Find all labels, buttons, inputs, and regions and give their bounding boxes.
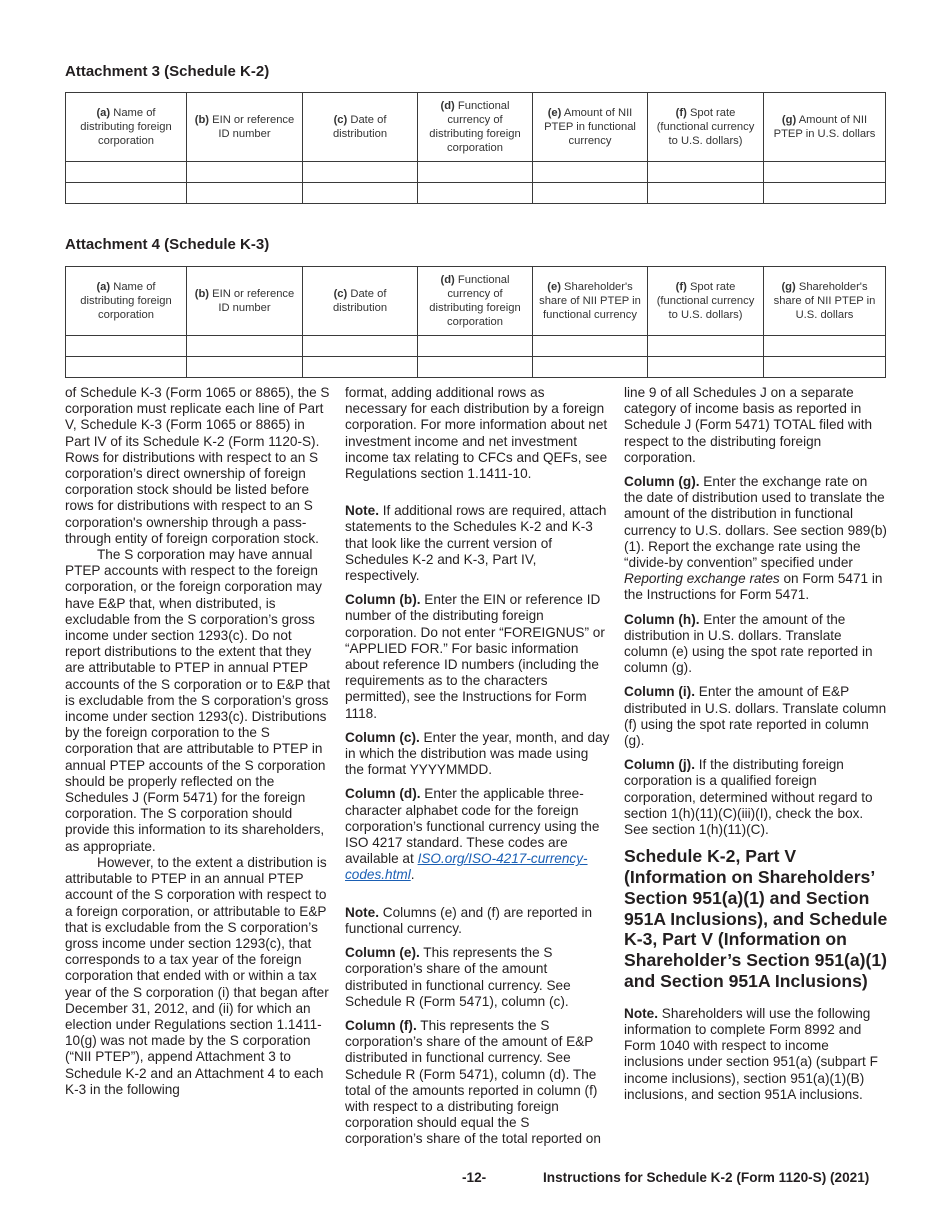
table-cell: [418, 183, 533, 204]
table-cell: [66, 336, 187, 357]
table-cell: [533, 336, 648, 357]
column-header-g: (g) Amount of NII PTEP in U.S. dollars: [764, 93, 886, 162]
paragraph: The S corporation may have annual PTEP accounts with respect to the foreign corporation, or the foreign corporation may have E&P that, when distributed, is excludable from the S corporation’s gross income under section 1293(c). Do not report distributions to the extent that they are attributable to PTEP in annual PTEP accounts of the S corporation or to E&P that is excludable from the S corporation’s gross income under section 1293(c). Distributions by the foreign corporation to the S corporation that are attributable to PTEP in annual PTEP accounts of the S corporation should be properly reflected on the Schedules J (Form 5471) for the foreign corporation. The S corporation should provide this information to its shareholders, as appropriate.: [65, 547, 330, 854]
table-cell: [648, 336, 764, 357]
paragraph: However, to the extent a distribution is attributable to PTEP in an annual PTEP account of the S corporation with respect to a foreign corporation, or attributable to E&P that is excludable from the S corporation’s gross income under section 1293(c), that corresponds to a tax year of the foreign corporation that ended with or within a tax year of the S corporation (i) that began after December 31, 2012, and (ii) for which an election under Regulations section 1.1411-10(g) was not made by the S corporation (“NII PTEP”), append Attachment 3 to Schedule K-2 and an Attachment 4 to each K-3 in the following: [65, 854, 329, 1097]
column-header-d: (d) Functional currency of distributing foreign corporation: [418, 267, 533, 336]
table-cell: [187, 183, 303, 204]
column-header-a: (a) Name of distributing foreign corporation: [66, 267, 187, 336]
column-header-d: (d) Functional currency of distributing foreign corporation: [418, 93, 533, 162]
text-column-2: [345, 385, 610, 1156]
attachment-4-table: [65, 266, 886, 378]
table-cell: [764, 357, 886, 378]
column-f-paragraph: Column (f). This represents the S corporation’s share of the amount of E&P distributed in functional currency. See Schedule R (Form 5471), column (d). The total of the amounts reported in column (f) with respect to a distributing foreign corporation should equal the S corporation’s share of the total reported on: [345, 1017, 601, 1147]
column-header-f: (f) Spot rate (functional currency to U.S. dollars): [648, 93, 764, 162]
table-cell: [533, 357, 648, 378]
note-paragraph: Note. If additional rows are required, attach statements to the Schedules K-2 and K-3 that look like the current version of Schedules K-2 and K-3, Part IV, respectively.: [345, 503, 607, 584]
column-header-e: (e) Shareholder's share of NII PTEP in functional currency: [533, 267, 648, 336]
column-header-c: (c) Date of distribution: [303, 267, 418, 336]
table-cell: [303, 357, 418, 378]
table-row: [66, 336, 886, 357]
text-column-1: [65, 385, 330, 1098]
table-row: [66, 162, 886, 183]
table-cell: [187, 336, 303, 357]
section-heading: Schedule K-2, Part V (Information on Shareholders’ Section 951(a)(1) and Section 951A Inclusions), and Schedule K-3, Part V (Information on Shareholder’s Section 951(a)(1) and Section 951A Inclusions): [624, 846, 888, 992]
table-cell: [303, 336, 418, 357]
table-cell: [418, 357, 533, 378]
column-e-paragraph: Column (e). This represents the S corporation’s share of the amount distributed in functional currency. See Schedule R (Form 5471), column (c).: [345, 945, 571, 1009]
table-cell: [66, 162, 187, 183]
table-cell: [66, 183, 187, 204]
table-cell: [66, 357, 187, 378]
paragraph: line 9 of all Schedules J on a separate category of income basis as reported in Schedule J (Form 5471) TOTAL filed with respect to the distributing foreign corporation.: [624, 385, 873, 465]
table-cell: [648, 357, 764, 378]
iso-currency-codes-link[interactable]: ISO.org/ISO-4217-currency-codes.html: [345, 851, 588, 883]
column-header-e: (e) Amount of NII PTEP in functional currency: [533, 93, 648, 162]
table-cell: [303, 162, 418, 183]
table-header-row: [66, 267, 886, 336]
column-h-paragraph: Column (h). Enter the amount of the distribution in U.S. dollars. Translate column (e) using the spot rate reported in column (g).: [624, 611, 873, 676]
paragraph: format, adding additional rows as necessary for each distribution by a foreign corporation. For more information about net investment income and net investment income tax relating to CFCs and QEFs, see Regulations section 1.1411-10.: [345, 385, 608, 482]
table-cell: [533, 162, 648, 183]
note-paragraph: Note. Shareholders will use the following information to complete Form 8992 and Form 1040 with respect to income inclusions under section 951(a) (subpart F income inclusions), section 951(a)(1)(B) inclusions, and section 951A inclusions.: [624, 1005, 878, 1102]
column-header-f: (f) Spot rate (functional currency to U.S. dollars): [648, 267, 764, 336]
column-c-paragraph: Column (c). Enter the year, month, and day in which the distribution was made using the format YYYYMMDD.: [345, 729, 610, 778]
column-header-b: (b) EIN or reference ID number: [187, 93, 303, 162]
attachment-4-title: Attachment 4 (Schedule K-3): [65, 236, 270, 253]
paragraph: of Schedule K-3 (Form 1065 or 8865), the S corporation must replicate each line of Part V, Schedule K-3 (Form 1065 or 8865) in Part IV of its Schedule K-2 (Form 1120-S). Rows for distributions with respect to an S corporation’s direct ownership of foreign corporation stock should be listed before rows for distributions with respect to an S corporation's ownership through a pass-through entity of foreign corporation stock.: [65, 385, 330, 546]
text-column-3: [624, 385, 889, 1111]
table-cell: [764, 183, 886, 204]
table-cell: [303, 183, 418, 204]
table-cell: [648, 162, 764, 183]
table-cell: [764, 162, 886, 183]
document-title: Instructions for Schedule K-2 (Form 1120-S) (2021): [543, 1170, 870, 1185]
column-b-paragraph: Column (b). Enter the EIN or reference ID number of the distributing foreign corporation. Do not enter “FOREIGNUS” or “APPLIED FOR.” For basic information about reference ID numbers (including the requirements as to the characters permitted), see the Instructions for Form 1118.: [345, 592, 605, 721]
attachment-3-title: Attachment 3 (Schedule K-2): [65, 63, 270, 80]
column-j-paragraph: Column (j). If the distributing foreign corporation is a qualified foreign corporation, determined without regard to section 1(h)(11)(C)(iii)(I), check the box. See section 1(h)(11)(C).: [624, 757, 873, 838]
table-row: [66, 183, 886, 204]
column-d-paragraph: Column (d). Enter the applicable three-character alphabet code for the foreign corporation’s functional currency using the ISO 4217 standard. These codes are available at ISO.org/ISO-4217-currency-codes.html.: [345, 786, 600, 883]
column-g-paragraph: Column (g). Enter the exchange rate on the date of distribution used to translate the amount of the distribution in functional currency to U.S. dollars. See section 989(b)(1). Report the exchange rate using the “divide-by convention” specified under Reporting exchange rates on Form 5471 in the Instructions for Form 5471.: [624, 474, 887, 603]
table-cell: [648, 183, 764, 204]
table-cell: [533, 183, 648, 204]
column-header-c: (c) Date of distribution: [303, 93, 418, 162]
column-i-paragraph: Column (i). Enter the amount of E&P distributed in U.S. dollars. Translate column (f) using the spot rate reported in column (g).: [624, 684, 887, 749]
table-header-row: [66, 93, 886, 162]
table-cell: [187, 162, 303, 183]
column-header-b: (b) EIN or reference ID number: [187, 267, 303, 336]
note-paragraph: Note. Columns (e) and (f) are reported in functional currency.: [345, 904, 593, 936]
attachment-3-table: [65, 92, 886, 204]
table-cell: [764, 336, 886, 357]
table-cell: [187, 357, 303, 378]
column-header-g: (g) Shareholder's share of NII PTEP in U.S. dollars: [764, 267, 886, 336]
table-row: [66, 357, 886, 378]
table-cell: [418, 162, 533, 183]
page-number: -12-: [462, 1170, 487, 1185]
column-header-a: (a) Name of distributing foreign corporation: [66, 93, 187, 162]
table-cell: [418, 336, 533, 357]
